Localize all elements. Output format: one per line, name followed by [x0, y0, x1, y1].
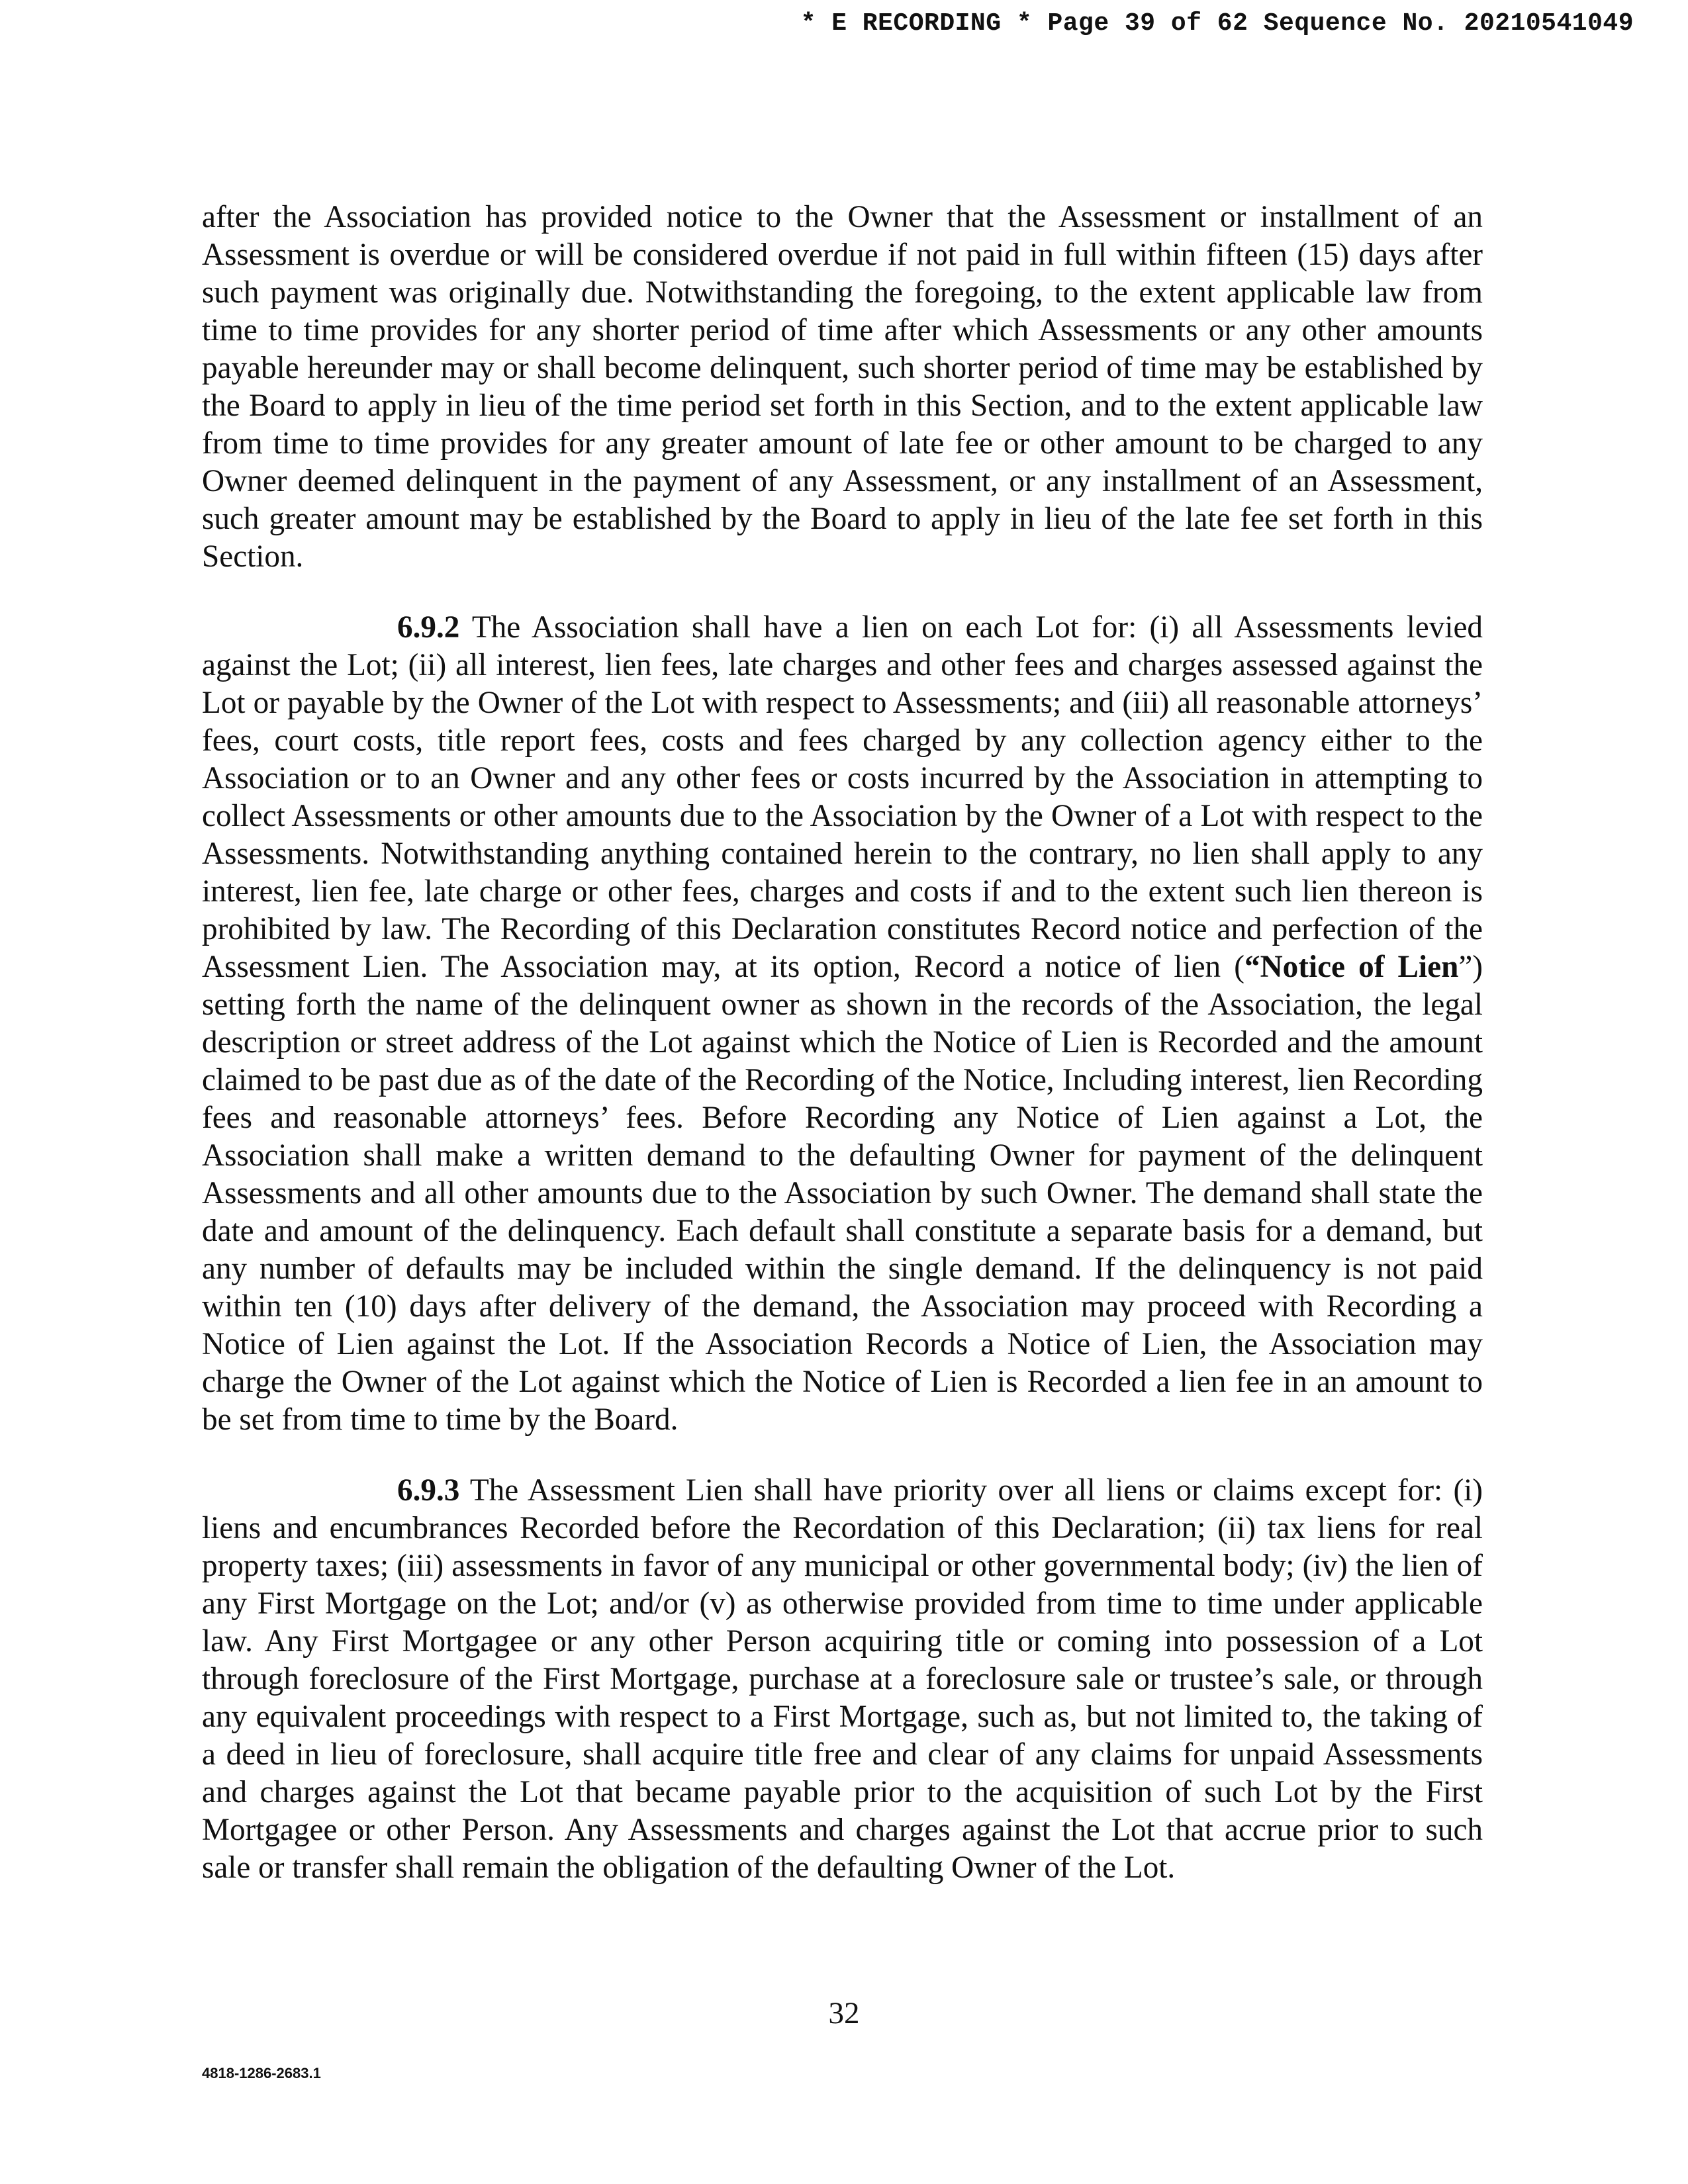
section-number: 6.9.3 — [397, 1473, 460, 1508]
section-6-9-2 — [202, 609, 1483, 1439]
section-text-continued: ”) setting forth the name of the delinquent owner as shown in the records of the Association, the legal description or street address of the Lot against which the Notice of Lien is Recorded and the amount claimed to be past due as of the date of the Recording of the Notice, Including interest, lien Recording fees and reasonable attorneys’ fees. Before Recording any Notice of Lien against a Lot, the Association shall make a written demand to the defaulting Owner for payment of the delinquent Assessments and all other amounts due to the Association by such Owner. The demand shall state the date and amount of the delinquency. Each default shall constitute a separate basis for a demand, but any number of defaults may be included within the single demand. If the delinquency is not paid within ten (10) days after delivery of the demand, the Association may proceed with Recording a Notice of Lien against the Lot. If the Association Records a Notice of Lien, the Association may charge the Owner of the Lot against which the Notice of Lien is Recorded a lien fee in an amount to be set from time to time by the Board. — [202, 950, 1483, 1437]
section-text: The Association shall have a lien on each Lot for: (i) all Assessments levied against the Lot; (ii) all interest, lien fees, late charges and other fees and charges assessed against the Lot or payable by the Owner of the Lot with respect to Assessments; and (iii) all reasonable attorneys’ fees, court costs, title report fees, costs and fees charged by any collection agency either to the Association or to an Owner and any other fees or costs incurred by the Association in attempting to collect Assessments or other amounts due to the Association by the Owner of a Lot with respect to the Assessments. Notwithstanding anything contained herein to the contrary, no lien shall apply to any interest, lien fee, late charge or other fees, charges and costs if and to the extent such lien thereon is prohibited by law. The Recording of this Declaration constitutes Record notice and perfection of the Assessment Lien. The Association may, at its option, Record a notice of lien ( — [202, 610, 1483, 984]
document-body — [202, 199, 1483, 1920]
section-number: 6.9.2 — [397, 610, 460, 645]
section-6-9-3 — [202, 1472, 1483, 1887]
section-text: The Assessment Lien shall have priority over all liens or claims except for: (i) liens and encumbrances Recorded before the Recordation of this Declaration; (ii) tax liens for real property taxes; (iii) assessments in favor of any municipal or other governmental body; (iv) the lien of any First Mortgage on the Lot; and/or (v) as otherwise provided from time to time under applicable law. Any First Mortgagee or any other Person acquiring title or coming into possession of a Lot through foreclosure of the First Mortgage, purchase at a foreclosure sale or trustee’s sale, or through any equivalent proceedings with respect to a First Mortgage, such as, but not limited to, the taking of a deed in lieu of foreclosure, shall acquire title free and clear of any claims for unpaid Assessments and charges against the Lot that became payable prior to the acquisition of such Lot by the First Mortgagee or other Person. Any Assessments and charges against the Lot that accrue prior to such sale or transfer shall remain the obligation of the defaulting Owner of the Lot. — [202, 1473, 1483, 1885]
recording-stamp: * E RECORDING * Page 39 of 62 Sequence No. 20210541049 — [800, 9, 1634, 38]
document-id: 4818-1286-2683.1 — [202, 2065, 321, 2081]
paragraph-continuation: after the Association has provided notice to the Owner that the Assessment or installment of an Assessment is overdue or will be considered overdue if not paid in full within fifteen (15) days after such payment was originally due. Notwithstanding the foregoing, to the extent applicable law from time to time provides for any shorter period of time after which Assessments or any other amounts payable hereunder may or shall become delinquent, such shorter period of time may be established by the Board to apply in lieu of the time period set forth in this Section, and to the extent applicable law from time to time provides for any greater amount of late fee or other amount to be charged to any Owner deemed delinquent in the payment of any Assessment, or any installment of an Assessment, such greater amount may be established by the Board to apply in lieu of the late fee set forth in this Section. — [202, 200, 1483, 574]
page-number: 32 — [828, 1996, 860, 2030]
defined-term: “Notice of Lien — [1244, 950, 1459, 984]
